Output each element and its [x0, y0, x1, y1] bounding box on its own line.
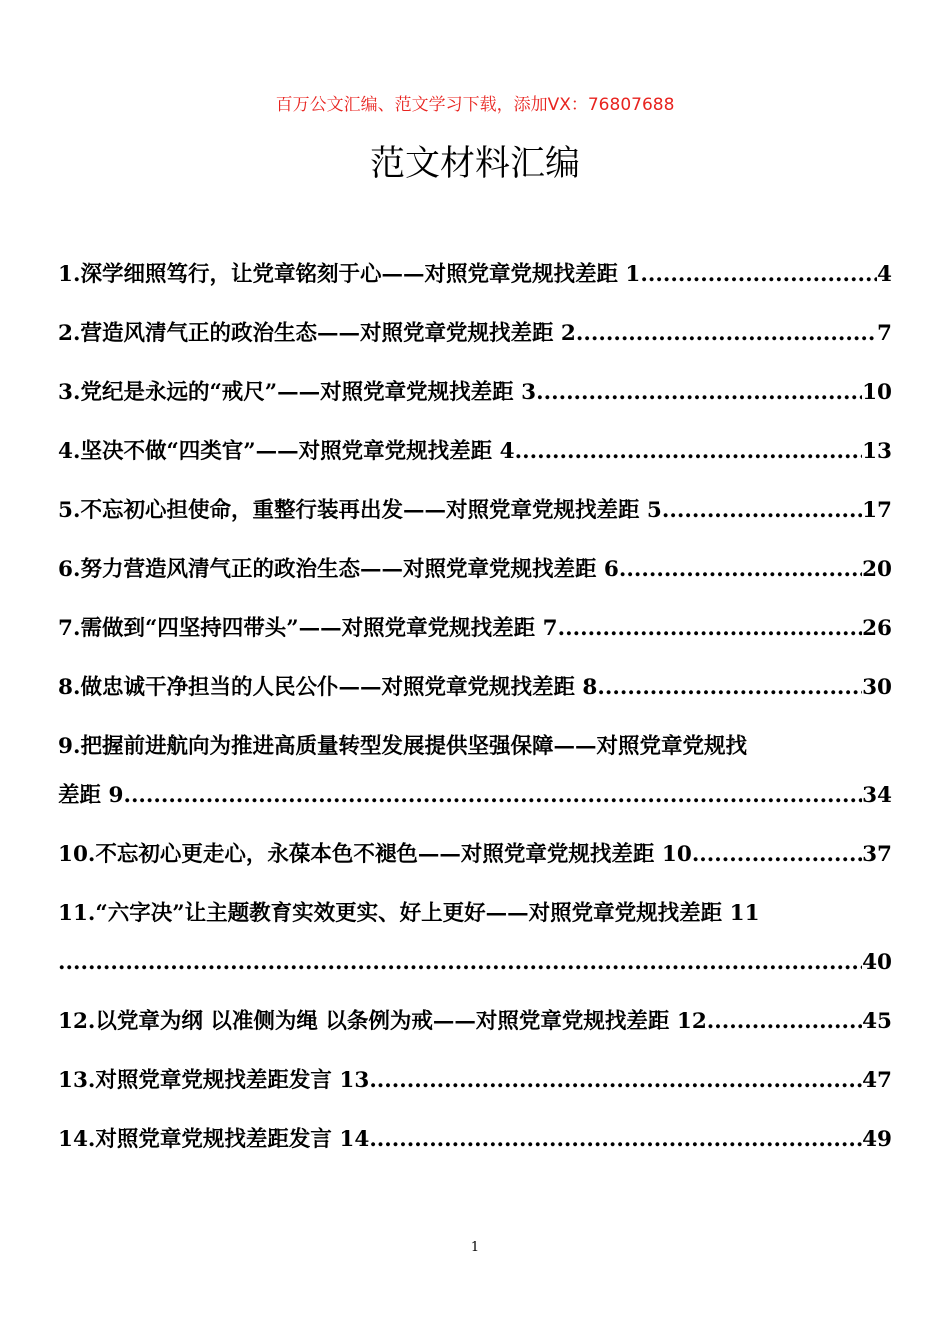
- toc-entry-title: 13.对照党章党规找差距发言 13: [58, 1068, 370, 1093]
- toc-entry-page: 37: [862, 842, 892, 867]
- watermark-banner: 百万公文汇编、范文学习下载，添加VX：76807688: [275, 95, 675, 115]
- table-of-contents: [58, 250, 892, 1174]
- toc-entry-page: 4: [877, 262, 892, 287]
- toc-entry[interactable]: [58, 997, 892, 1046]
- toc-entry-title: 12.以党章为纲 以准侧为绳 以条例为戒——对照党章党规找差距 12: [58, 1009, 707, 1034]
- toc-entry[interactable]: [58, 545, 892, 594]
- toc-entry-page: 17: [862, 498, 892, 523]
- toc-dot-leader: [369, 1115, 862, 1164]
- toc-dot-leader: [369, 1056, 862, 1105]
- toc-dot-leader: [123, 771, 862, 820]
- toc-entry-page: 26: [862, 616, 892, 641]
- toc-entry-page: 7: [877, 321, 892, 346]
- toc-entry-title: 10.不忘初心更走心，永葆本色不褪色——对照党章党规找差距 10: [58, 842, 692, 867]
- toc-entry[interactable]: [58, 604, 892, 653]
- toc-dot-leader: [558, 604, 862, 653]
- toc-entry-page: 13: [862, 439, 892, 464]
- toc-dot-leader: [576, 309, 877, 358]
- toc-entry-page: 20: [862, 557, 892, 582]
- toc-entry-page: 45: [862, 1009, 892, 1034]
- toc-entry-title: 1.深学细照笃行，让党章铭刻于心——对照党章党规找差距 1: [58, 262, 641, 287]
- toc-entry[interactable]: [58, 1115, 892, 1164]
- toc-entry-title: 6.努力营造风清气正的政治生态——对照党章党规找差距 6: [58, 557, 619, 582]
- toc-entry[interactable]: [58, 368, 892, 417]
- toc-entry[interactable]: [58, 1056, 892, 1105]
- toc-entry-title: 14.对照党章党规找差距发言 14: [58, 1127, 370, 1152]
- toc-entry[interactable]: [58, 309, 892, 358]
- toc-entry[interactable]: [58, 663, 892, 712]
- toc-entry-title: 2.营造风清气正的政治生态——对照党章党规找差距 2: [58, 321, 576, 346]
- toc-entry[interactable]: [58, 722, 892, 820]
- toc-entry-title: 8.做忠诚干净担当的人民公仆——对照党章党规找差距 8: [58, 675, 598, 700]
- page-number: 1: [470, 1240, 480, 1255]
- toc-entry[interactable]: [58, 830, 892, 879]
- toc-dot-leader: [58, 938, 862, 987]
- toc-entry[interactable]: [58, 486, 892, 535]
- toc-dot-leader: [662, 486, 862, 535]
- toc-entry[interactable]: [58, 427, 892, 476]
- toc-entry-page: 40: [862, 950, 892, 975]
- toc-entry-title-line1: 9.把握前进航向为推进高质量转型发展提供坚强保障——对照党章党规找: [58, 734, 747, 759]
- document-title: 范文材料汇编: [369, 144, 580, 184]
- toc-entry-title-line1: 11.“六字决”让主题教育实效更实、好上更好——对照党章党规找差距 11: [58, 901, 760, 926]
- toc-dot-leader: [640, 250, 877, 299]
- toc-entry-page: 10: [862, 380, 892, 405]
- toc-dot-leader: [515, 427, 862, 476]
- toc-dot-leader: [707, 997, 862, 1046]
- toc-entry[interactable]: [58, 889, 892, 987]
- toc-entry-page: 34: [862, 783, 892, 808]
- toc-entry-page: 49: [862, 1127, 892, 1152]
- toc-entry[interactable]: [58, 250, 892, 299]
- toc-entry-title: 4.坚决不做“四类官”——对照党章党规找差距 4: [58, 439, 515, 464]
- toc-dot-leader: [536, 368, 862, 417]
- toc-entry-title: 7.需做到“四坚持四带头”——对照党章党规找差距 7: [58, 616, 558, 641]
- toc-entry-title: 差距 9: [58, 783, 124, 808]
- toc-entry-page: 30: [862, 675, 892, 700]
- toc-entry-title: 3.党纪是永远的“戒尺”——对照党章党规找差距 3: [58, 380, 537, 405]
- toc-dot-leader: [597, 663, 862, 712]
- toc-dot-leader: [619, 545, 862, 594]
- toc-entry-title: 5.不忘初心担使命，重整行装再出发——对照党章党规找差距 5: [58, 498, 662, 523]
- toc-dot-leader: [692, 830, 862, 879]
- toc-entry-page: 47: [862, 1068, 892, 1093]
